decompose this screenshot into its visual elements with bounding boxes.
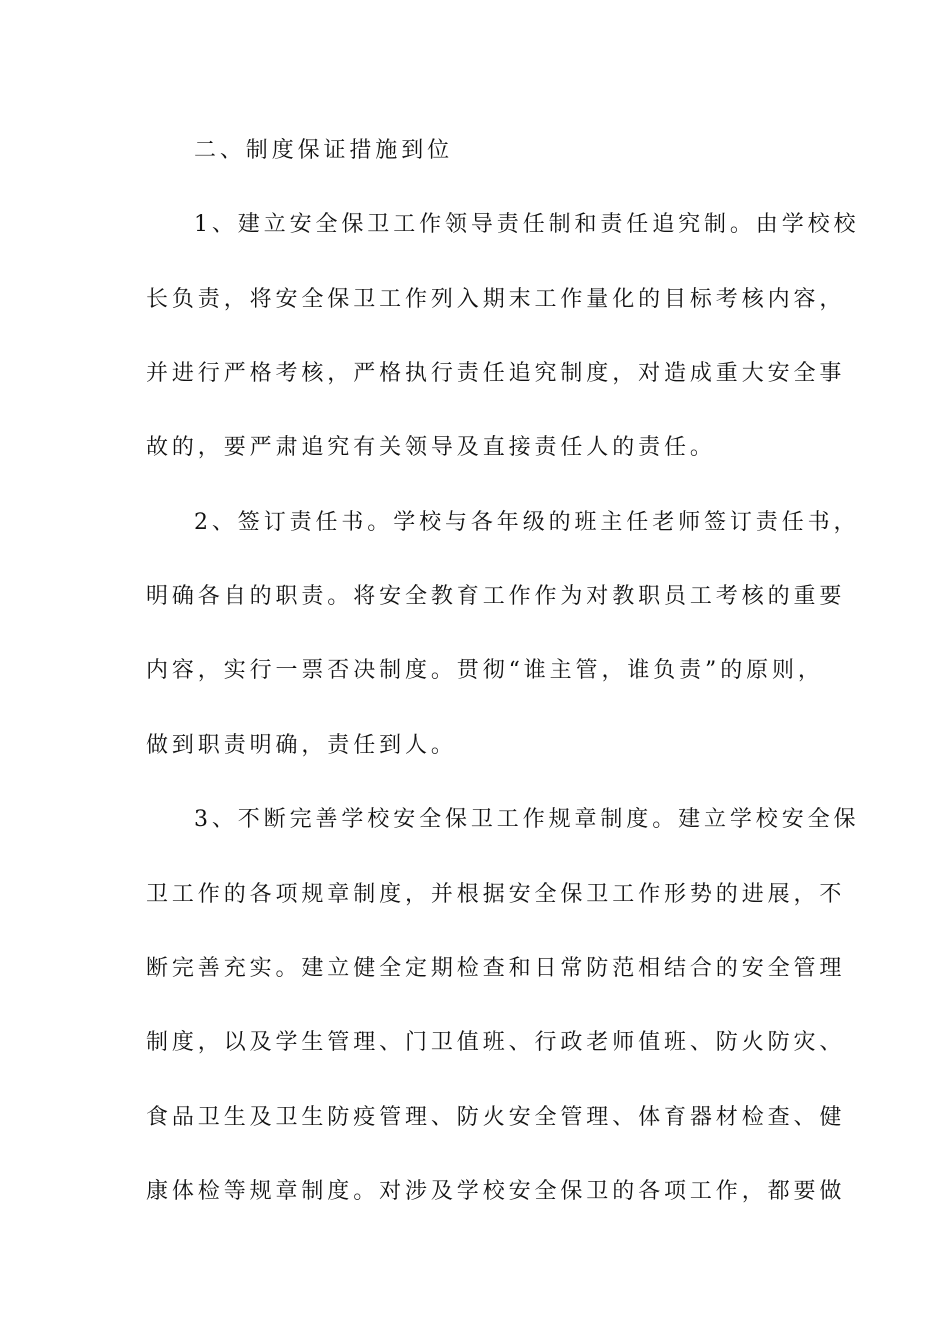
paragraph-1-line-3: 并进行严格考核，严格执行责任追究制度，对造成重大安全事 bbox=[146, 361, 846, 386]
paragraph-3-line-1: 3、不断完善学校安全保卫工作规章制度。建立学校安全保 bbox=[194, 807, 860, 832]
paragraph-3-line-5: 食品卫生及卫生防疫管理、防火安全管理、体育器材检查、健 bbox=[146, 1105, 846, 1130]
paragraph-2-line-2: 明确各自的职责。将安全教育工作作为对教职员工考核的重要 bbox=[146, 584, 846, 609]
paragraph-1-line-4: 故的，要严肃追究有关领导及直接责任人的责任。 bbox=[146, 435, 716, 460]
paragraph-2-line-4: 做到职责明确，责任到人。 bbox=[146, 733, 457, 758]
section-heading: 二、制度保证措施到位 bbox=[194, 138, 454, 163]
paragraph-2-line-1: 2、签订责任书。学校与各年级的班主任老师签订责任书， bbox=[194, 510, 860, 535]
paragraph-3-line-4: 制度，以及学生管理、门卫值班、行政老师值班、防火防灾、 bbox=[146, 1030, 846, 1055]
paragraph-1-line-1: 1、建立安全保卫工作领导责任制和责任追究制。由学校校 bbox=[194, 212, 860, 237]
paragraph-3-line-6: 康体检等规章制度。对涉及学校安全保卫的各项工作，都要做 bbox=[146, 1179, 846, 1204]
paragraph-3-line-3: 断完善充实。建立健全定期检查和日常防范相结合的安全管理 bbox=[146, 956, 846, 981]
paragraph-3-line-2: 卫工作的各项规章制度，并根据安全保卫工作形势的进展，不 bbox=[146, 882, 846, 907]
paragraph-2-line-3: 内容，实行一票否决制度。贯彻“谁主管，谁负责”的原则， bbox=[146, 658, 824, 683]
paragraph-1-line-2: 长负责，将安全保卫工作列入期末工作量化的目标考核内容， bbox=[146, 287, 846, 312]
